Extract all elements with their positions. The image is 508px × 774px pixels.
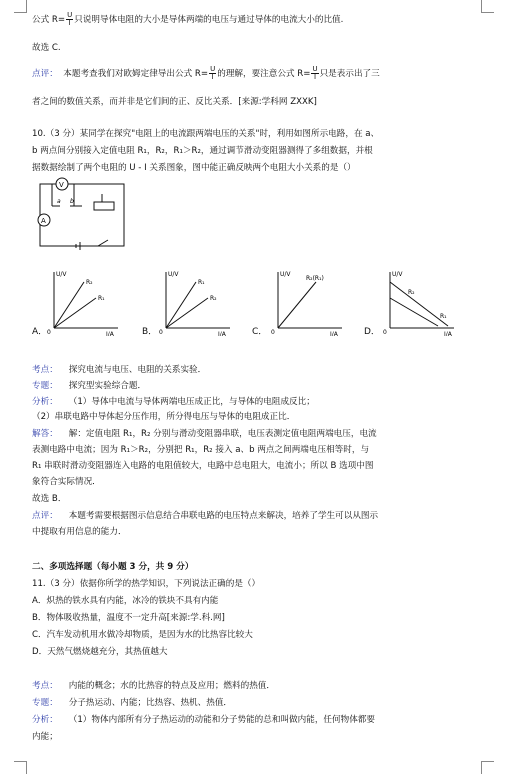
- point-b-label: b: [70, 198, 74, 205]
- svg-text:U/V: U/V: [168, 271, 179, 278]
- graph-b: [158, 268, 238, 336]
- a10-fenxi-1: 分析： （1）导体中电流与导体两端电压成正比，与导体的电阻成反比；: [32, 397, 315, 407]
- svg-text:U/V: U/V: [56, 271, 67, 278]
- circuit-diagram: [32, 176, 132, 256]
- q11-stem: 11.（3 分）依据你所学的热学知识，下列说法正确的是（）: [32, 579, 261, 589]
- prev-answer-choice: 故选 C.: [32, 43, 61, 53]
- crop-mark-top-right: [481, 0, 494, 13]
- svg-text:0: 0: [271, 329, 275, 336]
- a11-kaodian: 考点： 内能的概念；水的比热容的特点及应用；燃料的热值．: [32, 681, 275, 691]
- fraction-u-over-i: $\frac{U}{I}$: [67, 12, 73, 27]
- q10-stem-line-1: 10.（3 分）某同学在探究"电阻上的电流跟两端电压的关系"时，利用如图所示电路，在 a、: [32, 129, 380, 139]
- svg-text:R₂: R₂: [210, 295, 217, 302]
- graph-c: [270, 268, 350, 336]
- q11-option-c: C．汽车发动机用水做冷却物质，是因为水的比热容比较大: [32, 630, 253, 640]
- option-b-letter: B．: [142, 327, 158, 337]
- svg-text:I/A: I/A: [218, 331, 226, 336]
- a10-jieda-2: 表测电路中电流；因为 R₁＞R₂，分别把 R₁，R₂ 接入 a、b 两点之间两端电压相等时，与: [32, 445, 370, 455]
- section-2-title: 二、多项选择题（每小题 3 分，共 9 分）: [32, 562, 194, 572]
- q11-option-b: B．物体吸收热量，温度不一定升高[来源:学.科.网]: [32, 613, 225, 623]
- meter-v-label: V: [59, 181, 64, 189]
- q10-stem-line-3: 据数据绘制了两个电阻的 U - I 关系图象，图中能正确反映两个电阻大小关系的是（）: [32, 163, 356, 173]
- q10-stem-line-2: b 两点间分别接入定值电阻 R₁，R₂，R₁＞R₂，通过调节滑动变阻器测得了多组数据，并根: [32, 146, 373, 156]
- svg-text:R₁: R₁: [98, 295, 105, 302]
- a11-zhuanti: 专题： 分子热运动、内能；比热容、热机、热值．: [32, 698, 233, 708]
- a11-fenxi-1: 分析： （1）物体内部所有分子热运动的动能和分子势能的总和叫做内能，任何物体都要: [32, 715, 375, 725]
- meter-a-label: A: [41, 217, 46, 225]
- graph-a: [46, 268, 126, 336]
- a10-jieda-1: 解答： 解：定值电阻 R₁，R₂ 分别与滑动变阻器串联，电压表测定值电阻两端电压，电流: [32, 429, 377, 439]
- crop-mark-top-left: [14, 0, 27, 13]
- crop-mark-bottom-right: [481, 761, 494, 774]
- q11-option-d: D．天然气燃烧越充分，其热值越大: [32, 647, 168, 657]
- svg-text:U/V: U/V: [280, 271, 291, 278]
- svg-text:0: 0: [383, 329, 387, 336]
- point-a-label: a: [57, 198, 61, 205]
- svg-text:R₂: R₂: [408, 289, 415, 296]
- svg-text:0: 0: [159, 329, 163, 336]
- a10-kaodian: 考点： 探究电流与电压、电阻的关系实验．: [32, 365, 207, 375]
- option-a-letter: A．: [32, 327, 48, 337]
- prev-comment-line-1: 点评： 本题考查我们对欧姆定律导出公式 R= $\frac{U}{I}$ 的理解，要注意公式 R= $\frac{U}{I}$ 只是表示出了三: [32, 66, 380, 81]
- a10-choice: 故选 B．: [32, 494, 67, 504]
- svg-text:I/A: I/A: [106, 331, 114, 336]
- fraction-u-over-i: $\frac{U}{I}$: [312, 66, 318, 81]
- svg-text:R₂: R₂: [86, 279, 93, 286]
- svg-text:R₂(R₁): R₂(R₁): [306, 275, 324, 282]
- a10-dianping-2: 中提取有用信息的能力．: [32, 527, 127, 537]
- q11-option-a: A．炽热的铁水具有内能，冰冷的铁块不具有内能: [32, 596, 219, 606]
- prev-comment-line-2: 者之间的数值关系，而并非是它们间的正、反比关系．[来源:学科网 ZXXK]: [32, 97, 317, 107]
- a11-fenxi-2: 内能；: [32, 732, 58, 742]
- fraction-u-over-i: $\frac{U}{I}$: [210, 66, 216, 81]
- svg-text:R₁: R₁: [198, 279, 205, 286]
- option-d-letter: D．: [364, 327, 380, 337]
- graph-d: [382, 268, 462, 336]
- prev-answer-line-1: 公式 R= $\frac{U}{I}$ 只说明导体电阻的大小是导体两端的电压与通过导体的电流大小的比值.: [32, 12, 344, 27]
- svg-text:0: 0: [47, 329, 51, 336]
- svg-text:U/V: U/V: [392, 271, 403, 278]
- option-c-letter: C．: [252, 327, 268, 337]
- a10-jieda-3: R₁ 串联时滑动变阻器连入电路的电阻值较大，电路中总电阻大，电流小；所以 B 选项中图: [32, 461, 374, 471]
- svg-text:I/A: I/A: [444, 331, 452, 336]
- crop-mark-bottom-left: [14, 761, 27, 774]
- a10-fenxi-2: （2）串联电路中导体起分压作用，所分得电压与导体的电阻成正比．: [32, 412, 296, 422]
- svg-text:R₁: R₁: [440, 313, 447, 320]
- a10-dianping-1: 点评： 本题考需要根据图示信息结合串联电路的电压特点来解决，培养了学生可以从图示: [32, 511, 379, 521]
- answer-graphs: [32, 268, 480, 338]
- svg-text:I/A: I/A: [330, 331, 338, 336]
- a10-zhuanti: 专题： 探究型实验综合题．: [32, 381, 147, 391]
- a10-jieda-4: 象符合实际情况．: [32, 477, 101, 487]
